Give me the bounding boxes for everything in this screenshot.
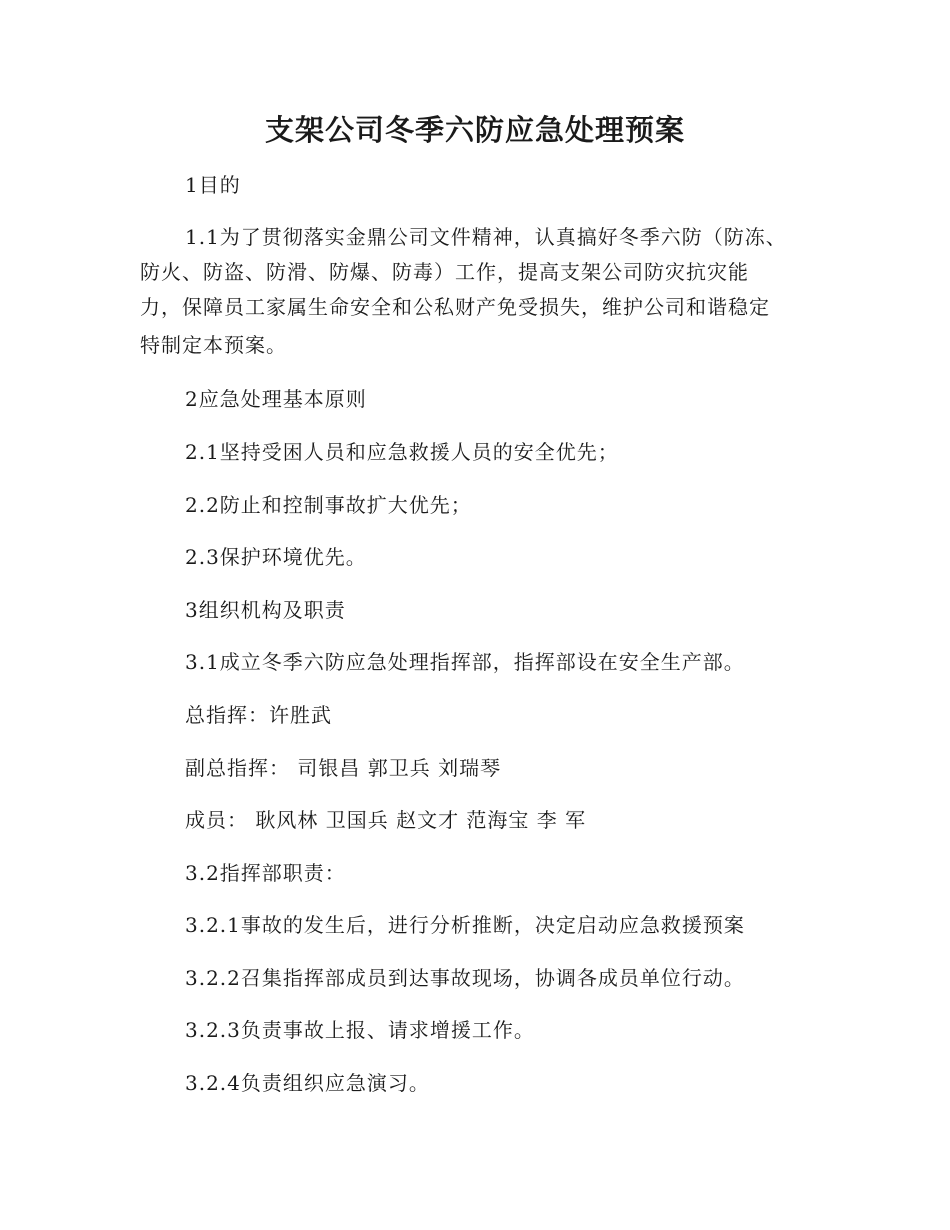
paragraph-1-1-line-1: 1.1为了贯彻落实金鼎公司文件精神，认真搞好冬季六防（防冻、 [185,225,787,249]
item-3-2-4: 3.2.4负责组织应急演习。 [185,1071,430,1095]
item-3-2-3: 3.2.3负责事故上报、请求增援工作。 [185,1018,535,1042]
item-3-1: 3.1成立冬季六防应急处理指挥部，指挥部设在安全生产部。 [185,650,745,674]
item-2-1: 2.1坚持受困人员和应急救援人员的安全优先； [185,440,619,464]
document-title: 支架公司冬季六防应急处理预案 [264,113,685,147]
heading-2-principles: 2应急处理基本原则 [185,387,367,411]
commander-line: 总指挥：许胜武 [185,703,332,727]
item-3-2-2: 3.2.2召集指挥部成员到达事故现场，协调各成员单位行动。 [185,966,745,990]
item-2-3: 2.3保护环境优先。 [185,545,367,569]
members-line: 成员： 耿风林 卫国兵 赵文才 范海宝 李 军 [185,808,587,832]
paragraph-1-1-line-4: 特制定本预案。 [140,333,287,357]
heading-1-purpose: 1目的 [185,173,241,197]
paragraph-1-1-line-3: 力，保障员工家属生命安全和公私财产免受损失，维护公司和谐稳定 [140,295,770,319]
item-2-2: 2.2防止和控制事故扩大优先； [185,493,472,517]
heading-3-organization: 3组织机构及职责 [185,598,346,622]
item-3-2-1: 3.2.1事故的发生后，进行分析推断，决定启动应急救援预案 [185,913,745,937]
paragraph-1-1-line-2: 防火、防盗、防滑、防爆、防毒）工作，提高支架公司防灾抗灾能 [140,260,749,284]
item-3-2: 3.2指挥部职责： [185,861,346,885]
deputy-commander-line: 副总指挥： 司银昌 郭卫兵 刘瑞琴 [185,756,502,780]
